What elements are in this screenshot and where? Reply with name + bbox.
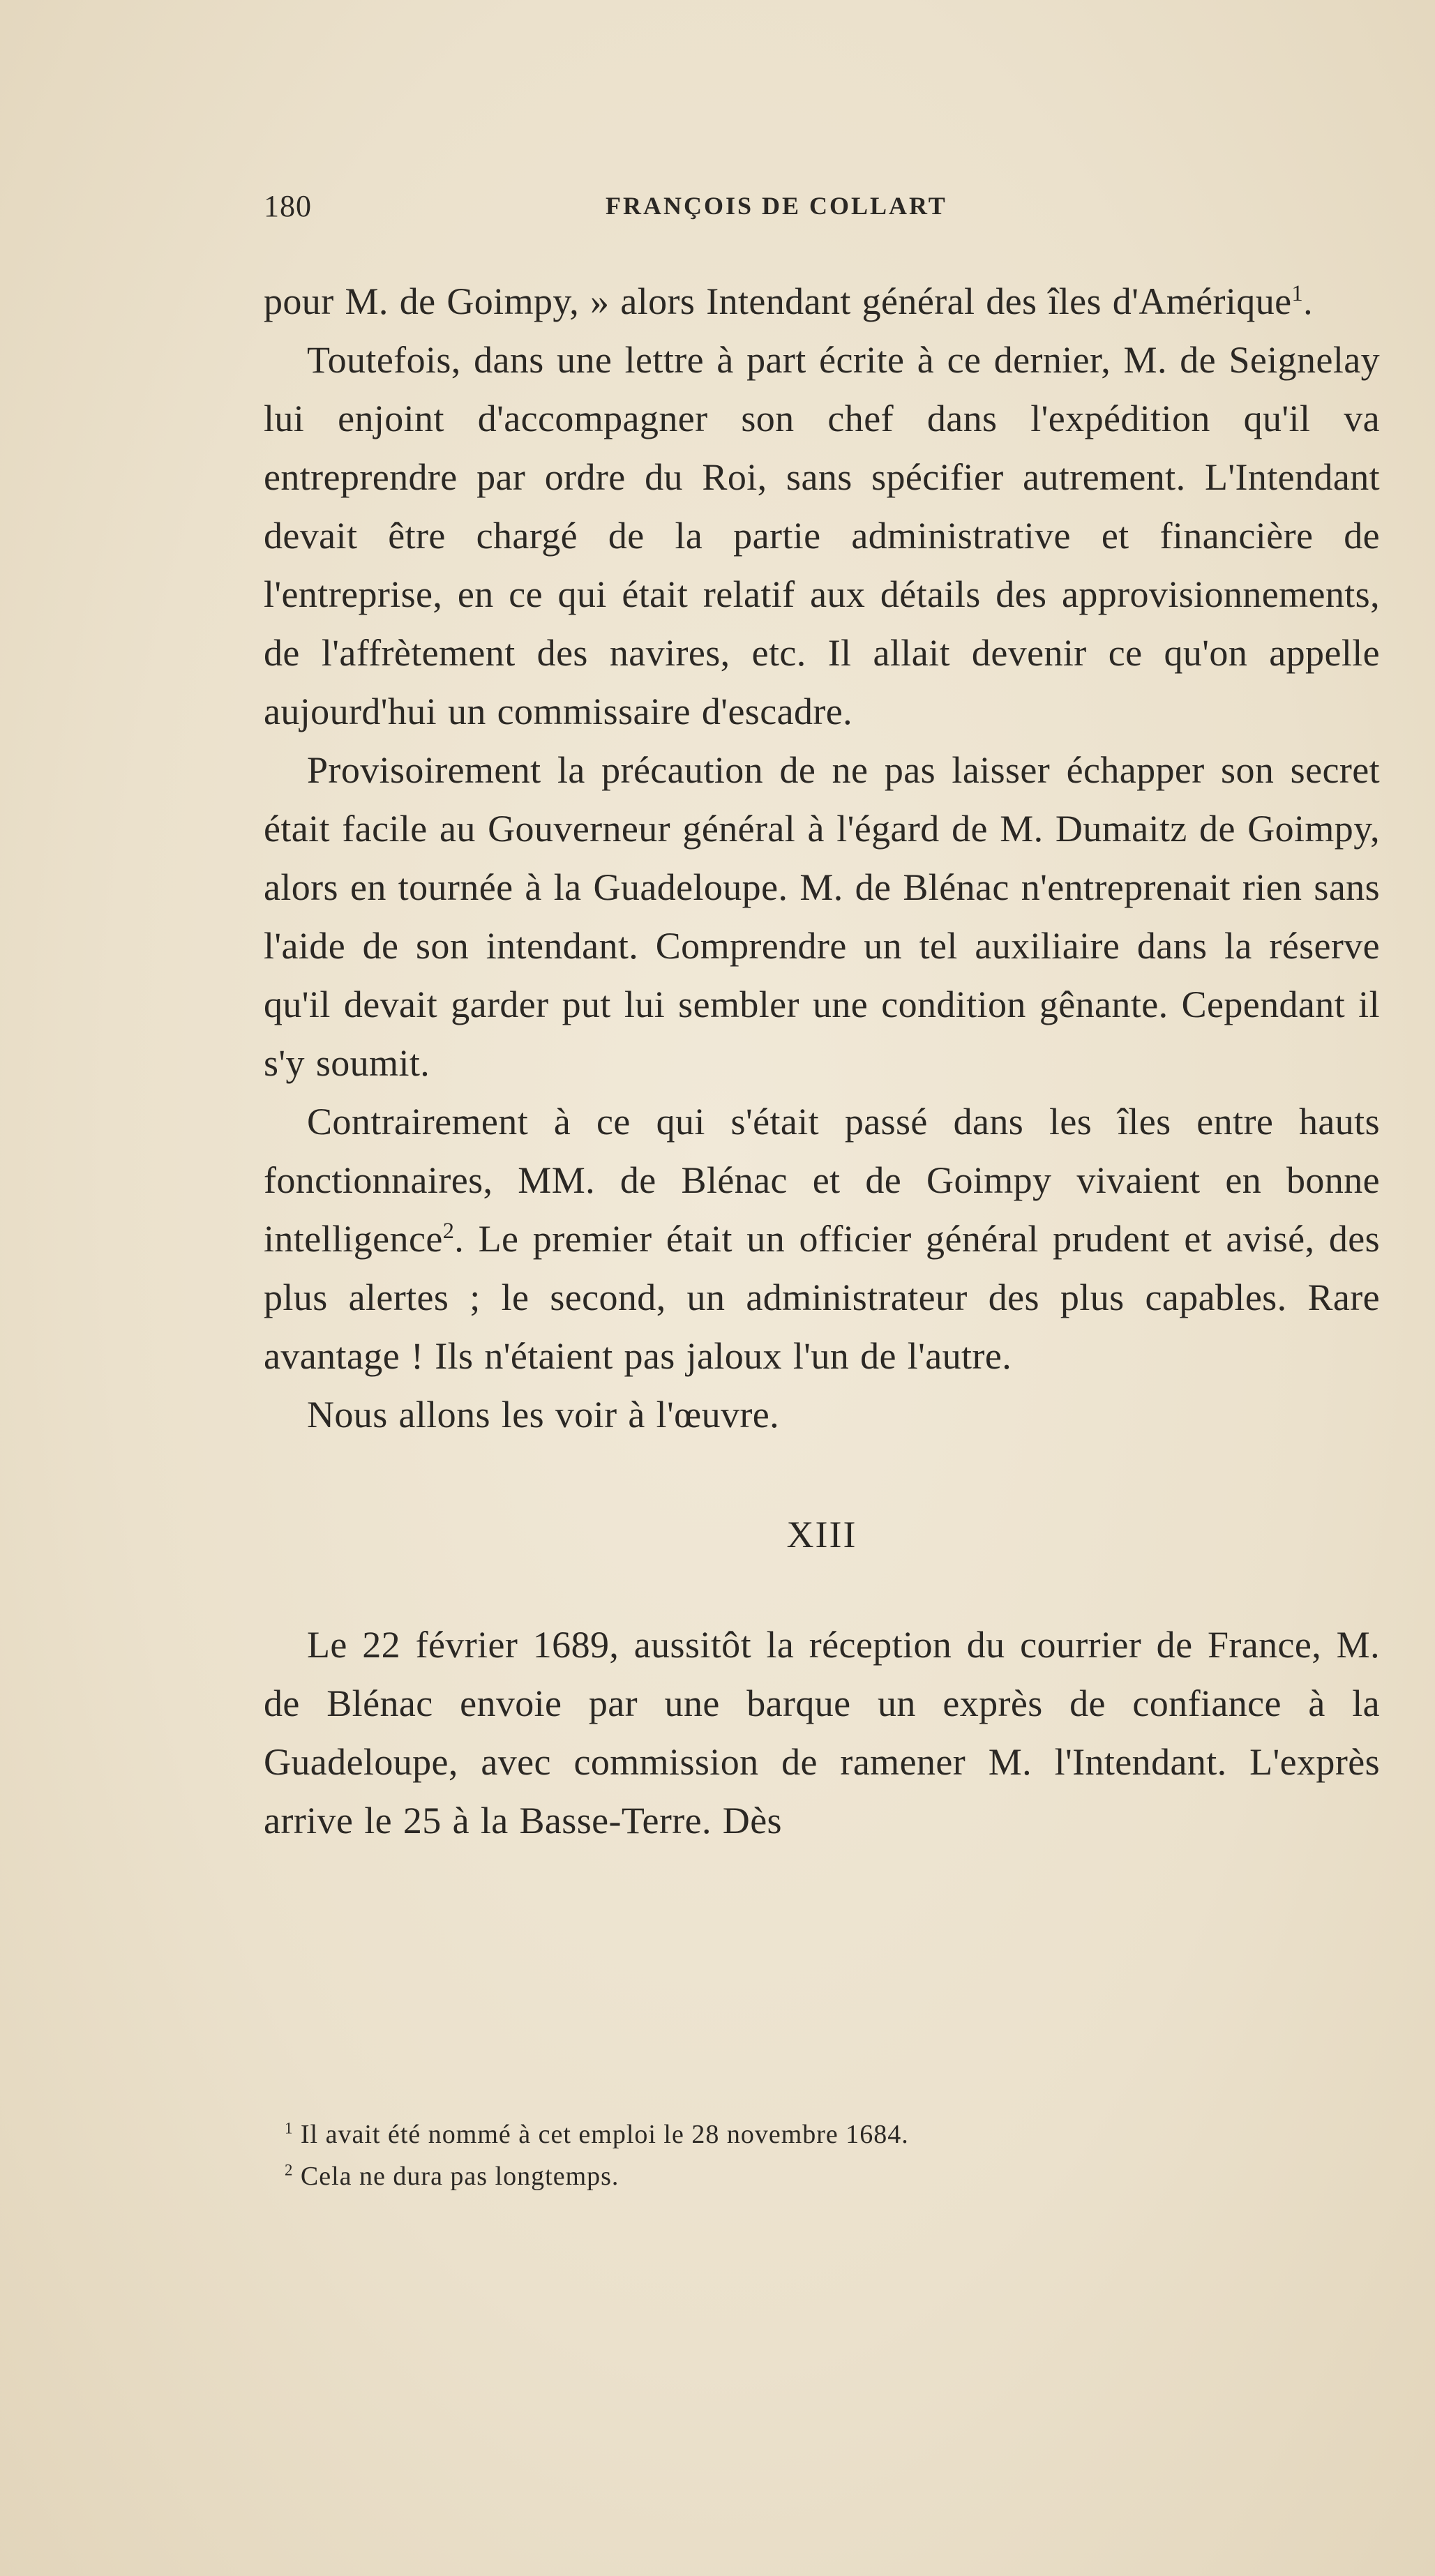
paragraph-5: Nous allons les voir à l'œuvre.	[307, 1394, 780, 1436]
footnote-mark-2: 2	[285, 2161, 294, 2179]
running-title: FRANÇOIS DE COLLART	[606, 192, 947, 220]
paragraph-4: Contrairement à ce qui s'était passé dans les îles entre hauts fonctionnaires, MM. de Blénac et de Goimpy vivaient en bonne intelligence$^2$. Le premier était un officier général prudent et avisé, des plus alertes ; le second, un administrateur des plus capables. Rare avantage ! Ils n'étaient pas jaloux l'un de l'autre.	[264, 1101, 1380, 1377]
footnote-1: $^1$ Il avait été nommé à cet emploi le 28 novembre 1684.	[285, 2119, 909, 2149]
paragraph-1: pour M. de Goimpy, » alors Intendant général des îles d'Amérique$^1$.	[264, 280, 1313, 322]
paragraph-3: Provisoirement la précaution de ne pas laisser échapper son secret était facile au Gouverneur général à l'égard de M. Dumaitz de Goimpy, alors en tournée à la Guadeloupe. M. de Blénac n'entreprenait rien sans l'aide de son intendant. Comprendre un tel auxiliaire dans la réserve qu'il devait garder put lui sembler une condition gênante. Cependant il s'y soumit.	[264, 749, 1380, 1084]
footnote-ref-2: 2	[442, 1219, 455, 1244]
section-paragraph: Le 22 février 1689, aussitôt la réception du courrier de France, M. de Blénac envoie par une barque un exprès de confiance à la Guadeloupe, avec commission de ramener M. l'Intendant. L'exprès arrive le 25 à la Basse-Terre. Dès	[264, 1624, 1380, 1841]
footnote-ref-1: 1	[1291, 281, 1304, 306]
paragraph-2: Toutefois, dans une lettre à part écrite à ce dernier, M. de Seignelay lui enjoint d'accompagner son chef dans l'expédition qu'il va entreprendre par ordre du Roi, sans spécifier autrement. L'Intendant devait être chargé de la partie administrative et financière de l'entreprise, en ce qui était relatif aux détails des approvisionnements, de l'affrètement des navires, etc. Il allait devenir ce qu'on appelle aujourd'hui un commissaire d'escadre.	[264, 339, 1380, 732]
footnotes	[285, 2114, 1373, 2197]
section-heading: XIII	[786, 1514, 857, 1556]
body-text	[264, 272, 1380, 1850]
page-number: 180	[264, 189, 312, 223]
footnote-2: $^2$ Cela ne dura pas longtemps.	[285, 2161, 619, 2191]
page-header	[264, 188, 1013, 230]
footnote-mark-1: 1	[285, 2119, 294, 2137]
